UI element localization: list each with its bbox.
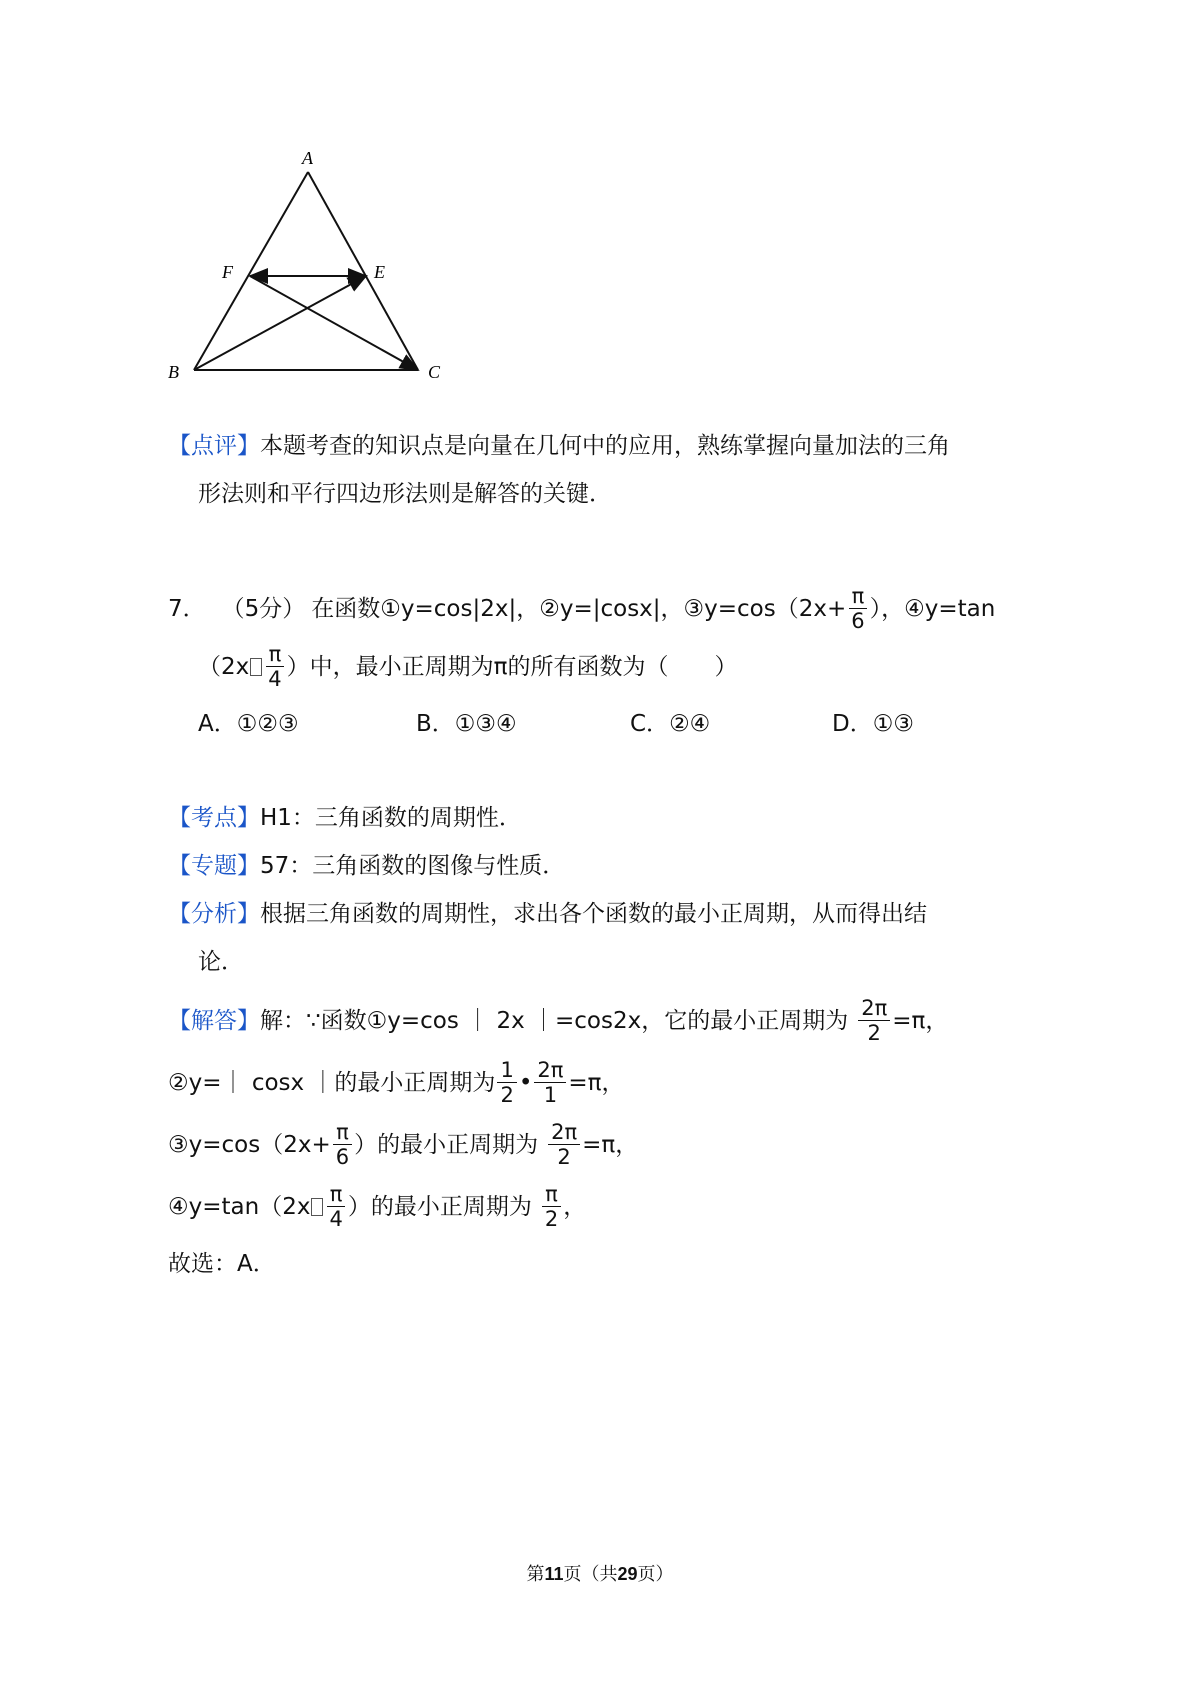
label-a: A [302, 150, 313, 168]
jieda-line-1 [168, 996, 948, 1045]
question-line-1 [168, 584, 995, 633]
minus-placeholder-icon [250, 658, 262, 676]
jieda-text-2: ②y=｜ cosx ｜的最小正周期为 [168, 1069, 496, 1096]
option-c[interactable]: C．②④ [630, 711, 711, 737]
jieda-line-2 [168, 1058, 625, 1107]
option-d[interactable]: D．①③ [832, 711, 914, 737]
option-b[interactable]: B．①③④ [416, 711, 517, 737]
fraction-2pi-over-2: $\frac{2\pi}{2}$ [858, 996, 890, 1045]
jieda-text-4b: ）的最小正周期为 [347, 1193, 532, 1220]
fraction-2pi-over-2-b: $\frac{2\pi}{2}$ [548, 1120, 580, 1169]
minus-placeholder-icon [311, 1198, 323, 1216]
jieda-text-3b: ）的最小正周期为 [354, 1131, 539, 1158]
question-stem-a: 在函数①y=cos|2x|，②y=|cosx|，③y=cos（2x+ [311, 595, 847, 622]
label-e: E [374, 262, 385, 282]
zhuanti-text: 57：三角函数的图像与性质． [260, 853, 566, 879]
comment-text-1: 本题考查的知识点是向量在几何中的应用，熟练掌握向量加法的三角 [260, 433, 950, 459]
page-total: 29 [617, 1564, 638, 1584]
jieda-line-5 [168, 1248, 276, 1280]
question-score: （5分） [221, 595, 306, 622]
jieda-tag: 【解答】 [168, 1007, 260, 1034]
zhuanti-line [168, 850, 565, 882]
fraction-2pi-over-1: $\frac{2\pi}{1}$ [534, 1058, 566, 1107]
label-f: F [222, 262, 233, 282]
label-c: C [428, 362, 441, 382]
jieda-end-1: =π， [892, 1007, 949, 1034]
fraction-pi-over-4: $\frac{\pi}{4}$ [265, 642, 284, 691]
jieda-end-3: =π， [582, 1131, 639, 1158]
label-b: B [168, 362, 179, 382]
question-number: 7． [168, 595, 206, 622]
jieda-end-2: =π， [568, 1069, 625, 1096]
option-a[interactable]: A．①②③ [198, 711, 299, 737]
jieda-text-1: 解：∵函数①y=cos ｜ 2x ｜=cos2x，它的最小正周期为 [260, 1007, 849, 1034]
jieda-line-3 [168, 1120, 638, 1169]
jieda-text-5: 故选：A． [168, 1251, 276, 1277]
question-line-2 [198, 642, 737, 691]
comment-line-1 [168, 430, 950, 462]
question-stem-d: ）中，最小正周期为π的所有函数为（ ） [286, 653, 738, 680]
fenxi-text-1: 根据三角函数的周期性，求出各个函数的最小正周期，从而得出结 [260, 901, 927, 927]
fraction-pi-over-4-b: $\frac{\pi}{4}$ [326, 1182, 345, 1231]
question-stem-b: ），④y=tan [869, 595, 996, 622]
fraction-1-over-2: $\frac{1}{2}$ [497, 1058, 516, 1107]
jieda-text-4a: ④y=tan（2x [168, 1193, 311, 1220]
jieda-text-3a: ③y=cos（2x+ [168, 1131, 331, 1158]
comment-line-2 [198, 478, 612, 510]
fraction-pi-over-2: $\frac{\pi}{2}$ [542, 1182, 561, 1231]
comment-text-2: 形法则和平行四边形法则是解答的关键． [198, 481, 612, 507]
fenxi-tag: 【分析】 [168, 901, 260, 927]
kaodian-tag: 【考点】 [168, 805, 260, 831]
fenxi-line-1 [168, 898, 927, 930]
fenxi-line-2 [198, 946, 244, 978]
fraction-pi-over-6-b: $\frac{\pi}{6}$ [333, 1120, 352, 1169]
jieda-end-4: ， [563, 1193, 587, 1220]
fenxi-text-2: 论． [198, 949, 244, 975]
multiply-dot: • [518, 1069, 533, 1096]
jieda-line-4 [168, 1182, 586, 1231]
page-footer: 第11页（共29页） [526, 1564, 674, 1585]
side-ab [194, 172, 308, 370]
fraction-pi-over-6: $\frac{\pi}{6}$ [848, 584, 867, 633]
page-number: 11 [544, 1564, 564, 1584]
zhuanti-tag: 【专题】 [168, 853, 260, 879]
vector-be [194, 276, 366, 370]
kaodian-text: H1：三角函数的周期性． [260, 805, 522, 831]
question-stem-c: （2x [198, 653, 250, 680]
kaodian-line [168, 802, 522, 834]
triangle-vector-figure [160, 150, 460, 390]
comment-tag: 【点评】 [168, 433, 260, 459]
